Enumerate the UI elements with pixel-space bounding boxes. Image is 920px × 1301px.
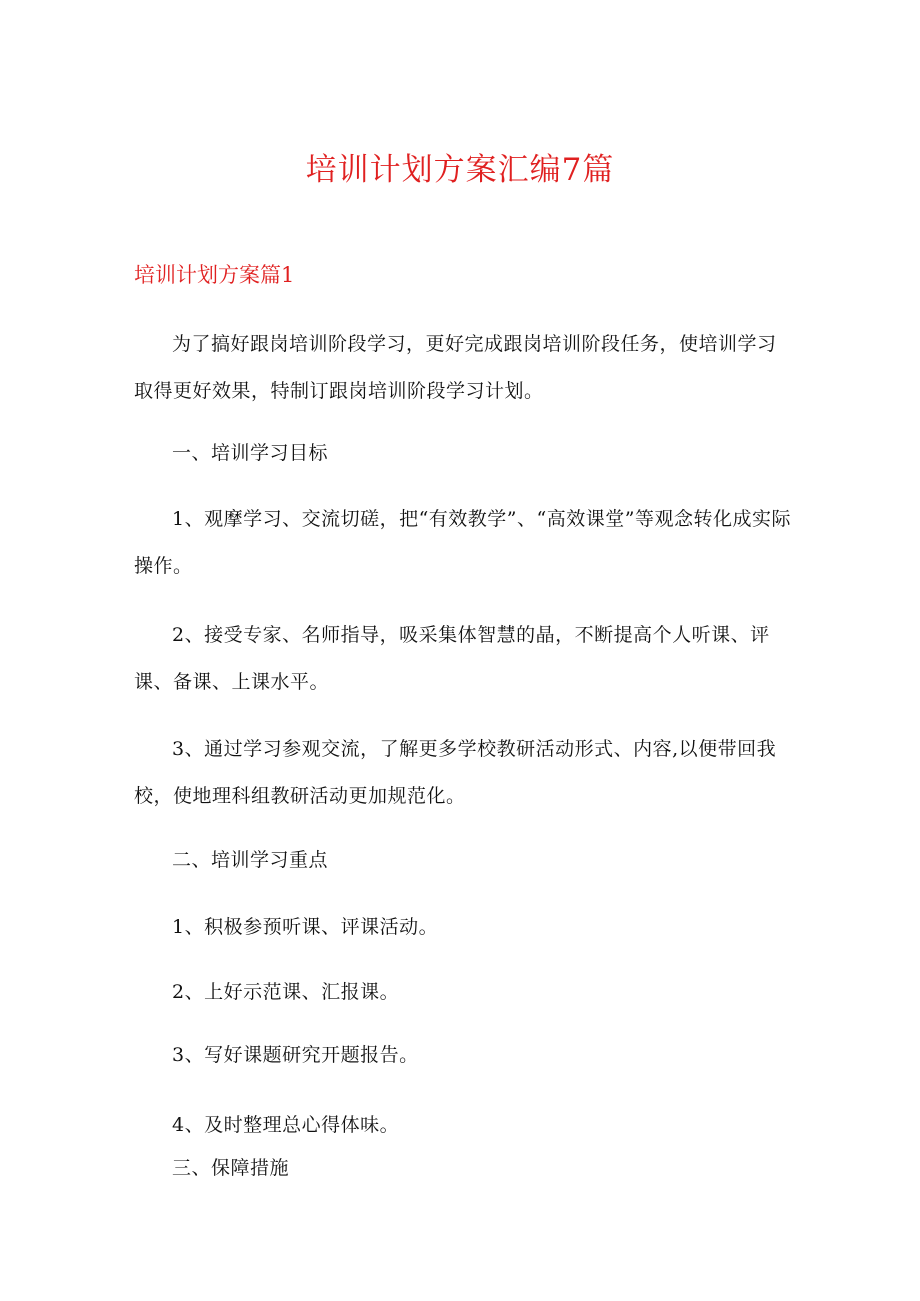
- intro-paragraph: 为了搞好跟岗培训阶段学习，更好完成跟岗培训阶段任务，使培训学习取得更好效果，特制订跟岗培训阶段学习计划。: [134, 333, 777, 402]
- heading-goals: 一、培训学习目标: [172, 442, 329, 464]
- focus-item-1: 1、积极参预听课、评课活动。: [172, 916, 439, 938]
- goal-item-2: 2、接受专家、名师指导，吸采集体智慧的晶，不断提高个人听课、评课、备课、上课水平。: [134, 624, 770, 693]
- goal-item-3: 3、通过学习参观交流，了解更多学校教研活动形式、内容,以便带回我校，使地理科组教研活动更加规范化。: [134, 738, 777, 807]
- heading-measures: 三、保障措施: [172, 1157, 290, 1179]
- goal-item-1: 1、观摩学习、交流切磋，把“有效教学”、“高效课堂”等观念转化成实际操作。: [134, 508, 791, 577]
- page-title: 培训计划方案汇编7篇: [305, 152, 615, 188]
- focus-item-3: 3、写好课题研究开题报告。: [172, 1044, 419, 1066]
- heading-focus: 二、培训学习重点: [172, 849, 329, 871]
- focus-item-2: 2、上好示范课、汇报课。: [172, 981, 400, 1003]
- focus-item-4: 4、及时整理总心得体味。: [172, 1114, 400, 1136]
- section-heading: 培训计划方案篇1: [134, 263, 295, 287]
